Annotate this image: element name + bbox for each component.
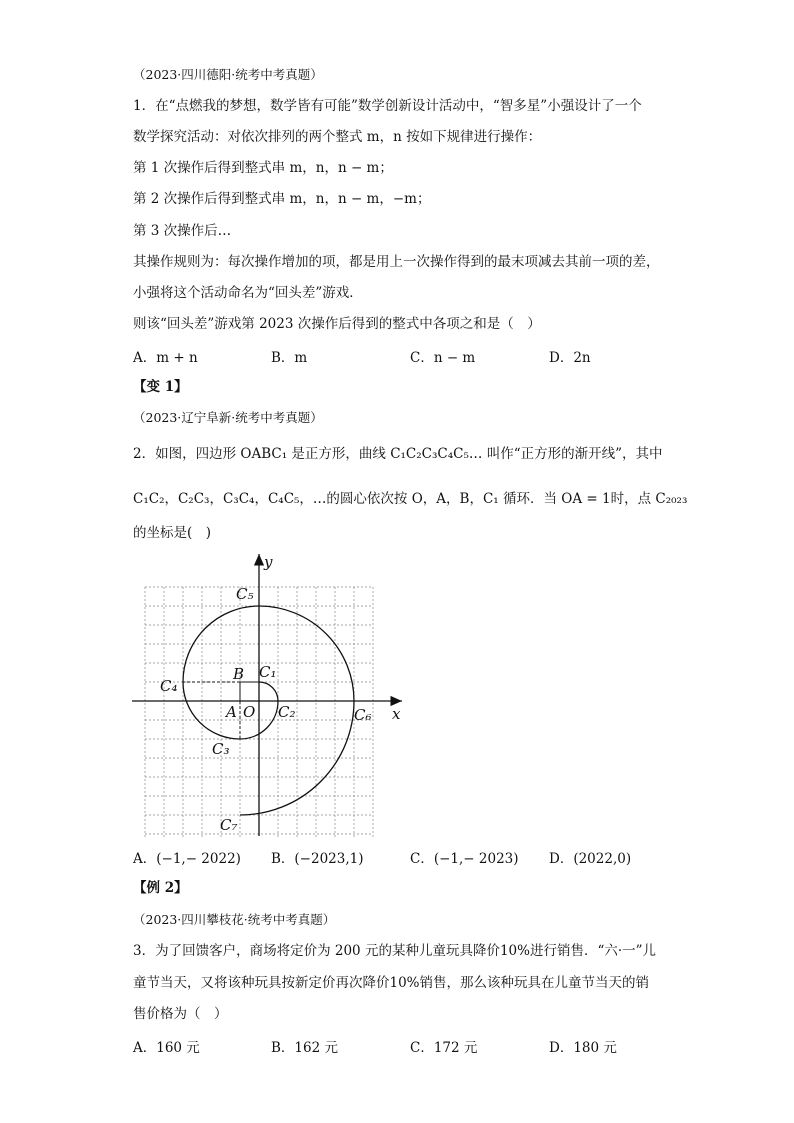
label-point-b: B: [233, 665, 245, 683]
variant-1-header: 【变 1】: [133, 379, 188, 395]
involute-curve: [183, 606, 354, 815]
arc-c1-c2: [259, 682, 278, 701]
q1-source: （2023·四川德阳·统考中考真题）: [133, 67, 323, 82]
q2-choice-b[interactable]: B．(−2023,1): [271, 851, 364, 867]
q1-line-8: 则该“回头差”游戏第 2023 次操作后得到的整式中各项之和是（ ）: [133, 316, 541, 332]
q1-choice-b[interactable]: B．m: [271, 350, 308, 366]
q3-choice-c[interactable]: C．172 元: [410, 1040, 478, 1056]
label-point-c4: C₄: [160, 677, 178, 695]
q1-line-4: 第 2 次操作后得到整式串 m，n，n − m，−m；: [133, 191, 431, 207]
q1-line-7: 小强将这个活动命名为“回头差”游戏．: [133, 285, 363, 301]
label-point-c6: C₆: [354, 706, 372, 724]
q3-choice-d[interactable]: D．180 元: [549, 1040, 617, 1056]
arc-c5-c6: [259, 606, 354, 701]
involute-figure: [130, 547, 410, 837]
q2-line-1: 2．如图，四边形 OABC₁ 是正方形，曲线 C₁C₂C₃C₄C₅… 叫作“正方形的渐开线”，其中: [133, 446, 663, 462]
label-axis-y: y: [264, 553, 273, 571]
q1-choice-a[interactable]: A．m + n: [133, 350, 198, 366]
label-origin: O: [243, 703, 256, 721]
q1-choice-d[interactable]: D．2n: [549, 350, 591, 366]
q1-line-1: 1．在“点燃我的梦想，数学皆有可能”数学创新设计活动中，“智多星”小强设计了一个: [133, 98, 642, 114]
q1-line-6: 其操作规则为：每次操作增加的项，都是用上一次操作得到的最末项减去其前一项的差，: [133, 254, 660, 270]
label-axis-x: x: [392, 705, 401, 723]
label-point-c7: C₇: [220, 816, 238, 834]
label-point-c3: C₃: [212, 740, 230, 758]
label-point-a: A: [226, 703, 237, 721]
q1-choice-c[interactable]: C．n − m: [410, 350, 476, 366]
q1-line-5: 第 3 次操作后…: [133, 223, 232, 239]
q3-choice-b[interactable]: B．162 元: [271, 1040, 338, 1056]
q3-line-3: 售价格为（ ）: [133, 1006, 228, 1022]
q1-line-3: 第 1 次操作后得到整式串 m，n，n − m；: [133, 160, 393, 176]
q2-line-2: C₁C₂，C₂C₃，C₃C₄，C₄C₅，…的圆心依次按 O，A，B，C₁ 循环．当 OA = 1时，点 C₂₀₂₃: [133, 491, 688, 507]
q1-line-2: 数学探究活动：对依次排列的两个整式 m，n 按如下规律进行操作：: [133, 129, 542, 145]
label-point-c5: C₅: [236, 585, 254, 603]
example-2-header: 【例 2】: [133, 880, 188, 896]
q2-choice-c[interactable]: C．(−1,− 2023): [410, 851, 519, 867]
q2-choice-d[interactable]: D．(2022,0): [549, 851, 632, 867]
q3-source: （2023·四川攀枝花·统考中考真题）: [133, 912, 336, 927]
q3-line-2: 童节当天，又将该种玩具按新定价再次降价10%销售，那么该种玩具在儿童节当天的销: [133, 975, 650, 991]
q2-line-3: 的坐标是( ): [133, 525, 212, 541]
label-point-c1: C₁: [259, 663, 277, 681]
label-point-c2: C₂: [278, 703, 296, 721]
q2-choice-a[interactable]: A．(−1,− 2022): [133, 851, 241, 867]
q3-choice-a[interactable]: A．160 元: [133, 1040, 200, 1056]
q2-source: （2023·辽宁阜新·统考中考真题）: [133, 410, 323, 425]
q3-line-1: 3．为了回馈客户，商场将定价为 200 元的某种儿童玩具降价10%进行销售．“六·一”儿: [133, 943, 657, 959]
